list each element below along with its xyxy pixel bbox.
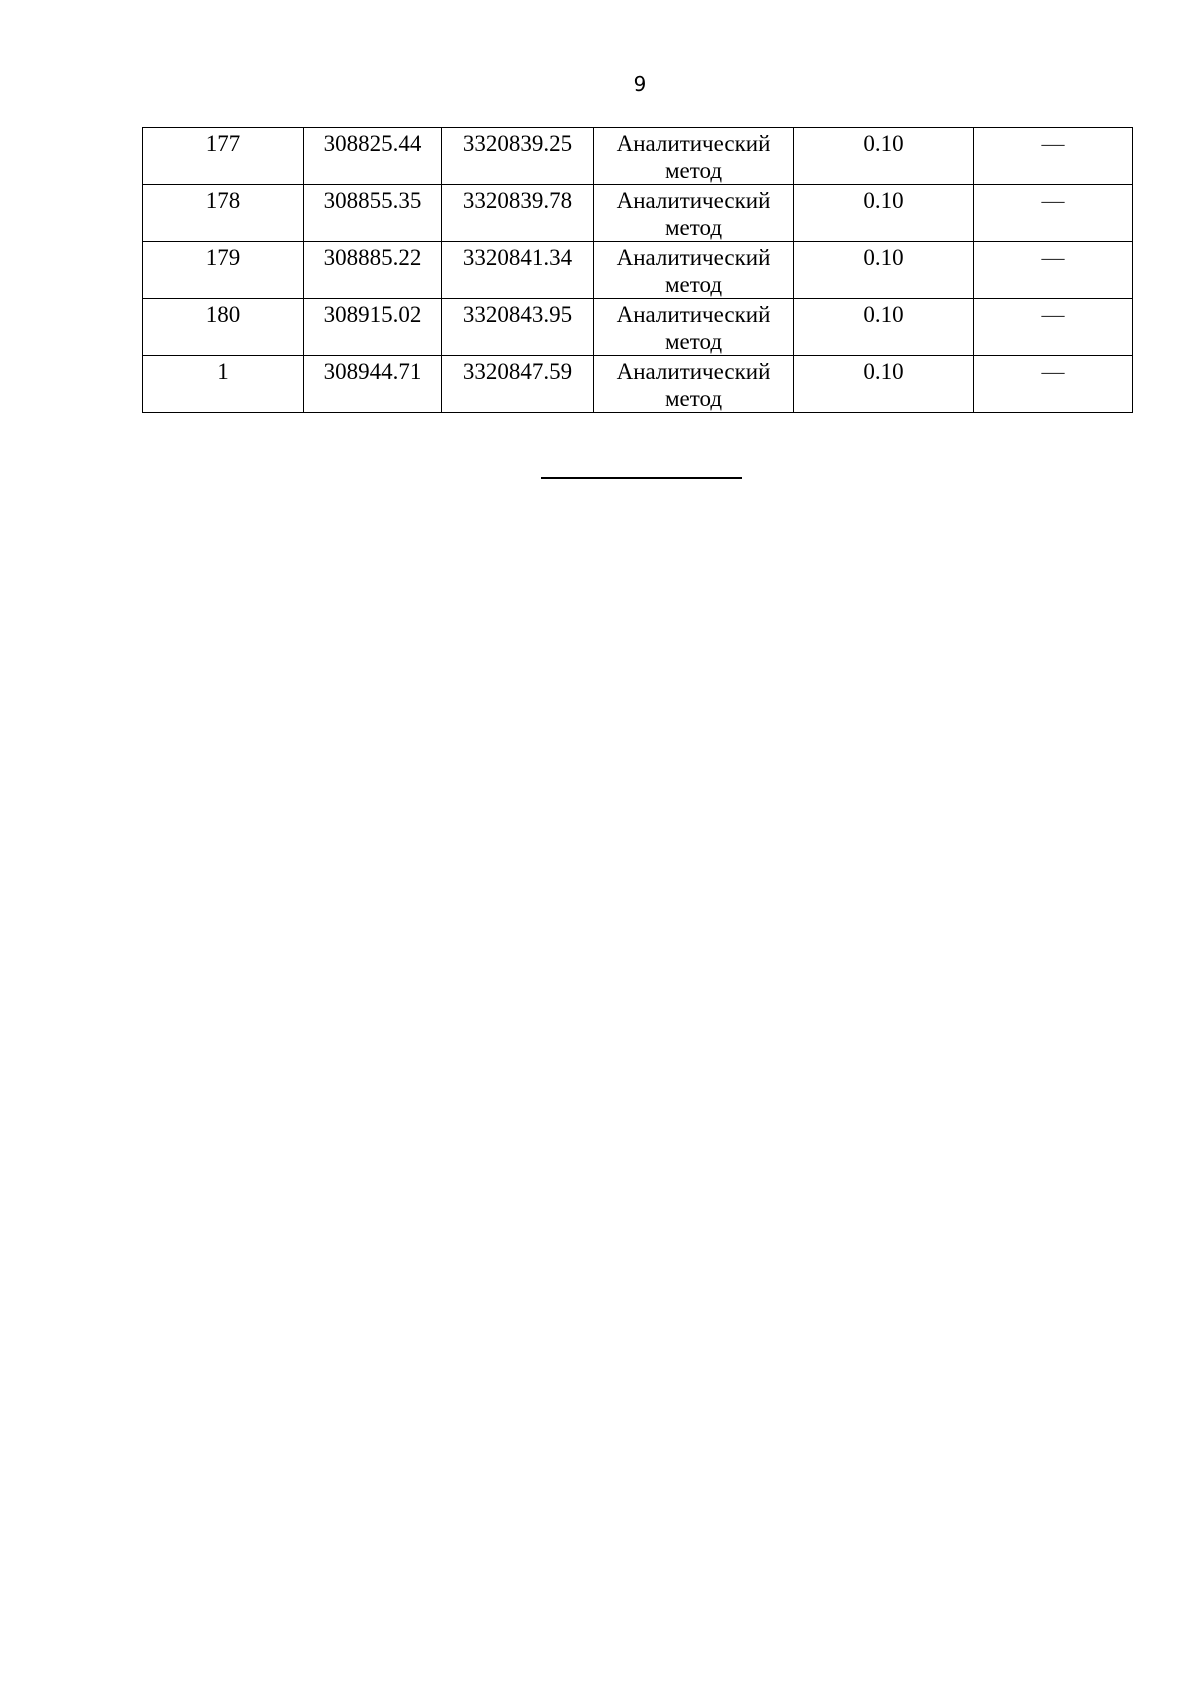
point-number-cell: 1: [143, 356, 304, 413]
y-coordinate-cell: 3320839.78: [442, 185, 594, 242]
point-number-cell: 179: [143, 242, 304, 299]
x-coordinate-cell: 308885.22: [304, 242, 442, 299]
table-row: [143, 242, 1133, 299]
description-cell: —: [974, 242, 1133, 299]
x-coordinate-cell: 308915.02: [304, 299, 442, 356]
method-cell: Аналитический метод: [594, 356, 794, 413]
page-number: 9: [633, 72, 647, 96]
method-cell: Аналитический метод: [594, 128, 794, 185]
point-number-cell: 178: [143, 185, 304, 242]
description-cell: —: [974, 185, 1133, 242]
y-coordinate-cell: 3320839.25: [442, 128, 594, 185]
description-cell: —: [974, 299, 1133, 356]
coordinates-table: [142, 127, 1133, 413]
accuracy-cell: 0.10: [794, 185, 974, 242]
description-cell: —: [974, 356, 1133, 413]
accuracy-cell: 0.10: [794, 128, 974, 185]
description-cell: —: [974, 128, 1133, 185]
x-coordinate-cell: 308855.35: [304, 185, 442, 242]
point-number-cell: 177: [143, 128, 304, 185]
x-coordinate-cell: 308825.44: [304, 128, 442, 185]
method-cell: Аналитический метод: [594, 185, 794, 242]
x-coordinate-cell: 308944.71: [304, 356, 442, 413]
end-of-document-line: [541, 477, 742, 479]
accuracy-cell: 0.10: [794, 299, 974, 356]
method-cell: Аналитический метод: [594, 242, 794, 299]
table-row: [143, 356, 1133, 413]
point-number-cell: 180: [143, 299, 304, 356]
y-coordinate-cell: 3320843.95: [442, 299, 594, 356]
accuracy-cell: 0.10: [794, 356, 974, 413]
table-row: [143, 185, 1133, 242]
accuracy-cell: 0.10: [794, 242, 974, 299]
y-coordinate-cell: 3320841.34: [442, 242, 594, 299]
method-cell: Аналитический метод: [594, 299, 794, 356]
table-row: [143, 128, 1133, 185]
table-row: [143, 299, 1133, 356]
y-coordinate-cell: 3320847.59: [442, 356, 594, 413]
